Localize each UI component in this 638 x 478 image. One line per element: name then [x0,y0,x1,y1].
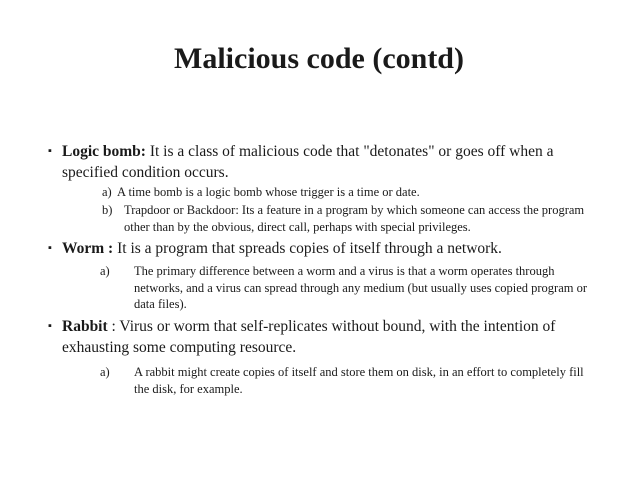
sub-item-text: The primary difference between a worm and a virus is that a worm operates through networks, and a virus can spread through any medium (but usually uses copied program or data files). [134,264,588,311]
square-bullet-icon: ▪ [48,145,52,157]
sub-item-number: b) [102,203,113,217]
sub-item-rabbit-example [100,364,600,397]
sub-item-number: a) [102,185,112,199]
slide-title: Malicious code (contd) [174,42,464,75]
sub-item-text: A rabbit might create copies of itself and store them on disk, in an effort to completely fill the disk, for example. [134,365,584,396]
sub-item-number: a) [100,365,110,379]
bullet-text: It is a class of malicious code that "detonates" or goes off when a specified condition occurs. [62,143,554,181]
square-bullet-icon: ▪ [48,242,52,254]
bullet-text: It is a program that spreads copies of itself through a network. [113,240,502,257]
sub-item-text: Trapdoor or Backdoor: Its a feature in a program by which someone can access the program other than by the obvious, direct call, perhaps with special privileges. [124,203,585,234]
sub-item-text: A time bomb is a logic bomb whose trigger is a time or date. [117,185,420,199]
bullet-lead: Rabbit [62,318,108,335]
bullet-lead: Logic bomb: [62,143,146,160]
square-bullet-icon: ▪ [48,320,52,332]
bullet-lead: Worm : [62,240,114,257]
bullet-logic-bomb [48,141,610,183]
sub-item-worm-difference [100,263,600,313]
bullet-text: : Virus or worm that self-replicates without bound, with the intention of exhausting some computing resource. [62,318,556,356]
bullet-rabbit [48,316,610,358]
sub-item-time-bomb [102,184,622,201]
sub-item-trapdoor [102,202,602,235]
bullet-worm [48,238,610,259]
sub-item-number: a) [100,264,110,278]
